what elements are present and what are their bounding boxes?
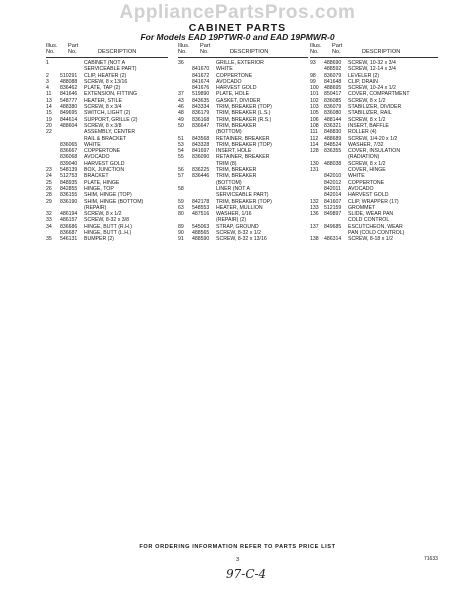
part-description: (RADIATION) [348, 154, 380, 161]
part-description: SCREW, 8-32 x 1/2 [216, 230, 261, 237]
part-number: 548139 [60, 167, 78, 174]
part-number: 488144 [324, 116, 342, 123]
header-illus: Illus. [310, 43, 322, 49]
part-number: 848524 [324, 141, 342, 148]
part-number: 849695 [60, 110, 78, 117]
part-description: INSERT, HOLE [216, 148, 252, 155]
header-part: Part [68, 43, 79, 49]
part-description: LEVELER (2) [348, 72, 380, 79]
part-description: WHITE [216, 66, 233, 73]
part-description: AVOCADO [348, 185, 374, 192]
part-description: GASKET, DIVIDER [216, 97, 261, 104]
part-description: RAIL & BRACKET [84, 135, 127, 142]
illus-number: 29 [46, 198, 52, 205]
part-number: 519890 [192, 91, 210, 98]
illus-number: 3 [46, 78, 49, 85]
part-number: 836667 [60, 148, 78, 155]
part-number: 488690 [324, 60, 342, 66]
part-row [178, 236, 308, 242]
illus-number: 26 [46, 185, 52, 192]
part-description: HARVEST GOLD [348, 192, 389, 199]
illus-number: 128 [310, 148, 319, 155]
header-part: Part [200, 43, 211, 49]
part-number: 510291 [60, 72, 78, 79]
illus-number: 136 [310, 211, 319, 218]
part-number: 836686 [60, 223, 78, 230]
part-description: COPPERTONE [348, 179, 385, 186]
part-description: SHIM, HINGE (BOTTOM) [84, 198, 144, 205]
illus-number: 2 [46, 72, 49, 79]
part-description: EXTENSION, FITTING [84, 91, 138, 98]
part-number: 849685 [324, 223, 342, 230]
illus-number: 57 [178, 173, 184, 180]
part-number: 488380 [60, 104, 78, 111]
part-number: 488590 [192, 236, 210, 243]
part-number: 842011 [324, 185, 341, 192]
part-description: TRIM, BREAKER [216, 167, 257, 174]
part-description: PLATE, HINGE [84, 179, 120, 186]
part-description: SCREW, 10-32 x 3/4 [348, 60, 396, 66]
part-number: 836647 [192, 122, 210, 129]
part-description: WHITE [84, 141, 101, 148]
part-description: SHIM, HINGE (TOP) [84, 192, 132, 199]
part-description: TRIM, BREAKER [216, 122, 257, 129]
part-number: 841648 [324, 78, 342, 85]
part-description: SCREW, 8 x 3/8 [84, 122, 122, 129]
part-description: BUMPER (2) [84, 236, 114, 243]
illus-number: 55 [178, 154, 184, 161]
illus-number: 100 [310, 85, 319, 92]
part-description: COLD CONTROL [348, 217, 390, 224]
illus-number: 23 [46, 167, 52, 174]
part-number: 848830 [324, 129, 342, 136]
illus-number: 19 [46, 116, 52, 123]
part-description: AVOCADO [84, 154, 110, 161]
illus-number: 133 [310, 204, 319, 211]
part-number: 843328 [192, 141, 210, 148]
column-header [46, 44, 168, 60]
part-number: 843635 [192, 97, 210, 104]
illus-number: 11 [46, 91, 52, 98]
part-description: TRIM, BREAKER (R.S.) [216, 116, 272, 123]
part-number: 545063 [192, 223, 210, 230]
part-description: HINGE, BUTT (L.H.) [84, 230, 132, 237]
illus-number: 132 [310, 198, 319, 205]
header-description: DESCRIPTION [98, 49, 137, 55]
part-description: PLATE, HOLE [216, 91, 250, 98]
illus-number: 106 [310, 116, 319, 123]
illus-number: 43 [178, 97, 184, 104]
parts-column-2 [178, 44, 308, 243]
part-number: 836079 [324, 72, 342, 79]
illus-number: 35 [46, 236, 52, 243]
illus-number: 105 [310, 110, 319, 117]
part-description: SCREW, 1/4-20 x 1/2 [348, 135, 398, 142]
illus-number: 4 [46, 85, 49, 92]
illus-number: 49 [178, 116, 184, 123]
parts-column-3 [310, 44, 438, 243]
illus-number: 36 [178, 60, 184, 66]
part-description: SCREW, 10-24 x 1/2 [348, 85, 396, 92]
illus-number: 102 [310, 97, 319, 104]
illus-number: 138 [310, 236, 319, 243]
part-description: GROMMET [348, 204, 376, 211]
part-number: 488695 [324, 85, 342, 92]
part-number: 836462 [60, 85, 78, 92]
illus-number: 51 [178, 135, 184, 142]
page-subtitle: For Models EAD 19PTWR-0 and EAD 19PMWR-0 [140, 32, 335, 42]
part-number: 848935 [60, 179, 78, 186]
part-description: SCREW, 12-14 x 3/4 [348, 66, 396, 73]
part-description: (REPAIR) (2) [216, 217, 247, 224]
header-part: Part [332, 43, 343, 49]
part-description: SERVICEABLE PART) [84, 66, 137, 73]
part-description: LINER (NOT A [216, 185, 250, 192]
part-number: 842010 [324, 173, 342, 180]
illus-number: 1 [46, 60, 49, 66]
illus-number: 22 [46, 129, 52, 136]
part-description: SWITCH, LIGHT (2) [84, 110, 131, 117]
ordering-note: FOR ORDERING INFORMATION REFER TO PARTS PRICE LIST [139, 544, 336, 550]
parts-list [46, 60, 168, 243]
part-number: 841672 [192, 72, 210, 79]
part-number: 836085 [324, 97, 342, 104]
part-description: STABILIZER, DIVIDER [348, 104, 402, 111]
column-header [310, 44, 438, 60]
part-row [310, 236, 438, 242]
part-number: 841697 [192, 148, 210, 155]
header-description: DESCRIPTION [362, 49, 401, 55]
part-number: 512753 [60, 173, 78, 180]
illus-number: 56 [178, 167, 184, 174]
illus-number: 99 [310, 78, 316, 85]
column-header [178, 44, 308, 60]
illus-number: 50 [178, 122, 184, 129]
parts-list [178, 60, 308, 243]
part-description: CLIP, HEATER (2) [84, 72, 127, 79]
part-number: 849897 [324, 211, 342, 218]
part-description: COVER, INSULATION [348, 148, 401, 155]
part-number: 546131 [60, 236, 78, 243]
header-no: No. [46, 49, 55, 55]
part-description: BRACKET [84, 173, 109, 180]
part-description: SCREW, 8-32 x 13/16 [216, 236, 267, 243]
part-number: 487516 [192, 211, 210, 218]
part-description: TRIM, BREAKER (L.S.) [216, 110, 271, 117]
illus-number: 37 [178, 91, 184, 98]
illus-number: 33 [46, 217, 52, 224]
part-description: BOX, JUNCTION [84, 167, 125, 174]
illus-number: 13 [46, 97, 52, 104]
part-description: GRILLE, EXTERIOR [216, 60, 264, 66]
part-number: 836446 [192, 173, 210, 180]
illus-number: 48 [178, 110, 184, 117]
header-part-no: No. [332, 49, 341, 55]
illus-number: 63 [178, 204, 184, 211]
part-description: SCREW, 8-32 x 3/8 [84, 217, 129, 224]
illus-number: 24 [46, 173, 52, 180]
part-number: 842012 [324, 179, 342, 186]
part-number: 842855 [60, 185, 78, 192]
part-number: 841646 [60, 91, 78, 98]
part-number: 488689 [324, 135, 342, 142]
part-number: 548777 [60, 97, 78, 104]
part-number: 836080 [324, 110, 342, 117]
part-description: HINGE, BUTT (R.H.) [84, 223, 133, 230]
part-description: HARVEST GOLD [84, 160, 125, 167]
part-description: ASSEMBLY, CENTER [84, 129, 136, 136]
part-number: 486157 [60, 217, 78, 224]
part-number: 843568 [192, 135, 210, 142]
part-description: HARVEST GOLD [216, 85, 257, 92]
part-description: HEATER, MULLION [216, 204, 263, 211]
part-number: 548553 [192, 204, 210, 211]
part-description: ESCUTCHEON, WEAR [348, 223, 403, 230]
part-description: SLIDE, WEAR PAN [348, 211, 394, 218]
parts-column-1 [46, 44, 168, 243]
part-description: (REPAIR) [84, 204, 107, 211]
part-number: 836355 [324, 148, 342, 155]
illus-number: 91 [178, 236, 184, 243]
header-no: No. [310, 49, 319, 55]
part-description: SCREW, 8 x 13/16 [84, 78, 128, 85]
part-number: 836065 [60, 141, 78, 148]
part-description: TRIM, BREAKER (TOP) [216, 198, 272, 205]
part-description: TRIM, BREAKER (TOP) [216, 141, 272, 148]
part-number: 486194 [60, 211, 78, 218]
part-description: CLIP, WRAPPER (17) [348, 198, 399, 205]
part-number: 836079 [324, 104, 342, 111]
illus-number: 34 [46, 223, 52, 230]
illus-number: 25 [46, 179, 52, 186]
part-description: TRIM, BREAKER (TOP) [216, 104, 272, 111]
part-number: 512159 [324, 204, 342, 211]
part-description: SCREW, 8 x 1/2 [348, 116, 386, 123]
part-number: 486314 [324, 236, 342, 243]
part-number: 836225 [192, 167, 210, 174]
part-number: 842178 [192, 198, 210, 205]
part-number: 836190 [60, 198, 78, 205]
illus-number: 14 [46, 104, 52, 111]
part-number: 836321 [324, 122, 342, 129]
illus-number: 103 [310, 104, 319, 111]
part-description: WHITE [348, 173, 365, 180]
illus-number: 54 [178, 148, 184, 155]
part-number: 836155 [60, 192, 78, 199]
part-description: RETAINER, BREAKER [216, 154, 270, 161]
part-number: 842014 [324, 192, 342, 199]
part-number: 488088 [60, 78, 78, 85]
part-description: WASHER, 7/32 [348, 141, 384, 148]
part-description: STABILIZER, RAIL [348, 110, 392, 117]
illus-number: 111 [310, 129, 318, 136]
part-description: PLATE, TAP (2) [84, 85, 121, 92]
part-description: COPPERTONE [84, 148, 121, 155]
parts-list [310, 60, 438, 243]
illus-number: 32 [46, 211, 52, 218]
part-description: ROLLER (4) [348, 129, 377, 136]
part-number: 836068 [60, 154, 78, 161]
part-number: 841670 [192, 66, 210, 73]
part-description: AVOCADO [216, 78, 242, 85]
illus-number: 89 [178, 223, 184, 230]
page-number: 3 [236, 557, 240, 563]
illus-number: 15 [46, 110, 52, 117]
illus-number: 130 [310, 160, 319, 167]
part-number: 488604 [60, 122, 78, 129]
illus-number: 101 [310, 91, 319, 98]
part-number: 836179 [192, 110, 210, 117]
part-number: 841674 [192, 78, 210, 85]
illus-number: 114 [310, 141, 319, 148]
illus-number: 93 [310, 60, 316, 66]
illus-number: 137 [310, 223, 319, 230]
part-number: 836687 [60, 230, 78, 237]
header-no: No. [178, 49, 187, 55]
part-description: STRAP, GROUND [216, 223, 259, 230]
part-number: 839040 [60, 160, 78, 167]
illus-number: 46 [178, 104, 184, 111]
part-description: SCREW, 8 x 3/4 [84, 104, 122, 111]
part-number: 850417 [324, 91, 342, 98]
illus-number: 28 [46, 192, 52, 199]
page-title: CABINET PARTS [188, 22, 287, 34]
part-description: (BOTTOM) [216, 129, 242, 136]
part-description: SERVICEABLE PART) [216, 192, 269, 199]
part-number: 488038 [324, 160, 342, 167]
part-description: PAN (COLD CONTROL) [348, 230, 405, 237]
header-description: DESCRIPTION [230, 49, 269, 55]
watermark: AppliancePartsPros.com [119, 2, 356, 23]
illus-number: 108 [310, 122, 319, 129]
illus-number: 112 [310, 135, 319, 142]
part-number: 488592 [324, 66, 342, 73]
part-description: CLIP, DRAIN [348, 78, 378, 85]
part-description: INSERT, BAFFLE [348, 122, 389, 129]
header-part-no: No. [68, 49, 77, 55]
part-description: SCREW, 8-18 x 1/2 [348, 236, 393, 243]
illus-number: 59 [178, 198, 184, 205]
part-number: 836090 [192, 154, 210, 161]
header-illus: Illus. [178, 43, 190, 49]
part-description: HINGE, TOP [84, 185, 114, 192]
illus-number: 90 [178, 230, 184, 237]
part-number: 844614 [60, 116, 78, 123]
handwritten-note: 97-C-4 [226, 567, 267, 581]
part-description: COVER, HINGE [348, 167, 386, 174]
illus-number: 53 [178, 141, 184, 148]
part-description: SUPPORT, GRILLE (2) [84, 116, 138, 123]
illus-number: 131 [310, 167, 319, 174]
header-illus: Illus. [46, 43, 58, 49]
illus-number: 20 [46, 122, 52, 129]
part-description: RETAINER, BREAKER [216, 135, 270, 142]
part-description: WASHER, 1/16 [216, 211, 252, 218]
part-description: COPPERTONE [216, 72, 253, 79]
part-number: 841676 [192, 85, 210, 92]
part-number: 836168 [192, 116, 210, 123]
part-number: 488565 [192, 230, 210, 237]
part-description: SCREW, 8 x 1/2 [348, 160, 386, 167]
illus-number: 80 [178, 211, 184, 218]
part-number: 843334 [192, 104, 210, 111]
document-code: 71633 [424, 556, 438, 562]
part-number: 841607 [324, 198, 342, 205]
part-description: SCREW, 8 x 1/2 [84, 211, 122, 218]
header-part-no: No. [200, 49, 209, 55]
part-description: COVER, COMPARTMENT [348, 91, 410, 98]
part-description: (BOTTOM) [216, 179, 242, 186]
part-description: TRIM, BREAKER [216, 173, 257, 180]
part-description: TRIM (8) [216, 160, 237, 167]
part-description: CABINET (NOT A [84, 60, 126, 66]
part-row [46, 236, 168, 242]
part-description: HEATER, STILE [84, 97, 122, 104]
illus-number: 58 [178, 185, 184, 192]
part-description: SCREW, 8 x 1/2 [348, 97, 386, 104]
illus-number: 98 [310, 72, 316, 79]
